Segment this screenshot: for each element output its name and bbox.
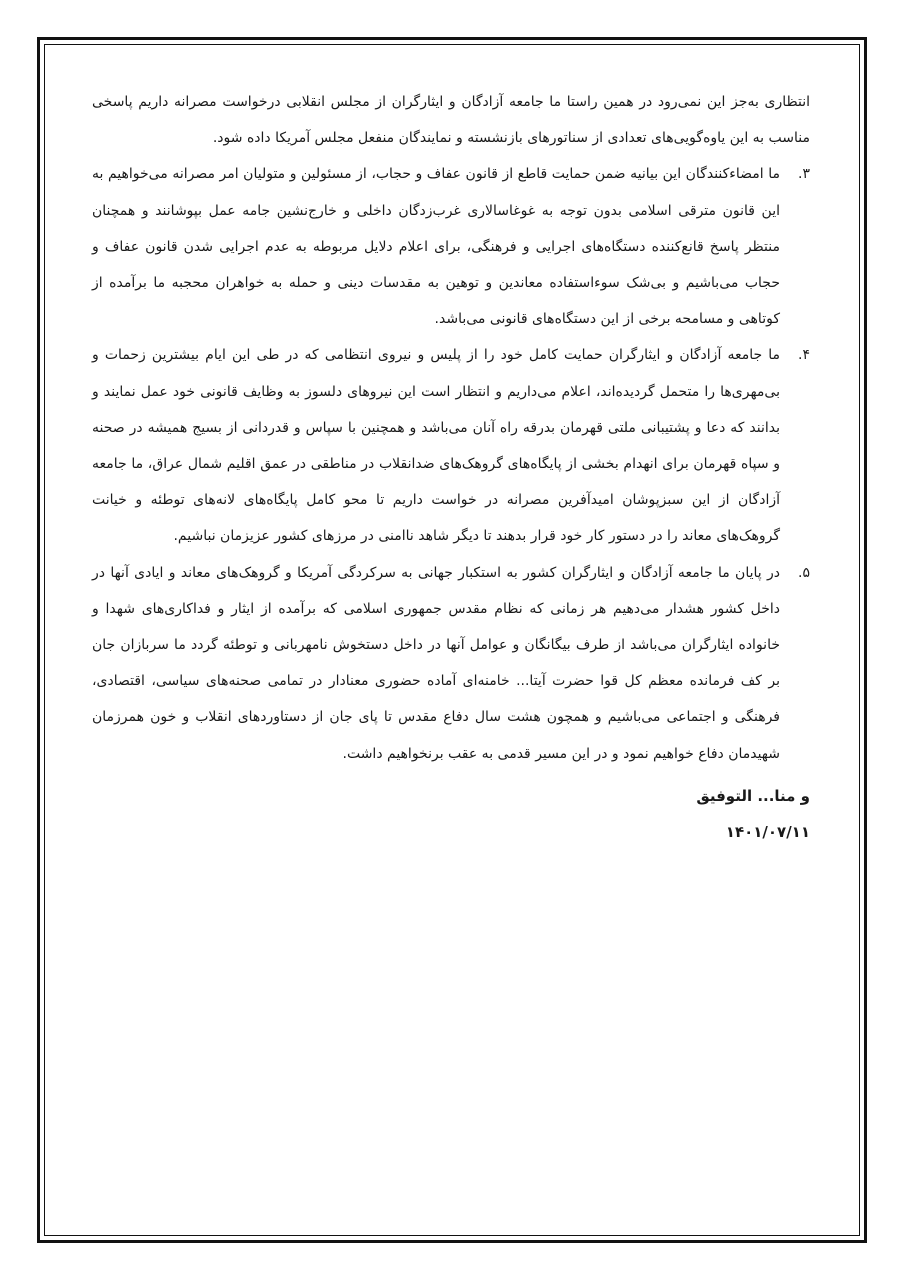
closing-phrase: و منا... التوفیق (696, 786, 810, 805)
item-number: ۳. (798, 166, 810, 183)
item-text: ما امضاءکنندگان این بیانیه ضمن حمایت قاطع از قانون عفاف و حجاب، از مسئولین و متولیان امر مصرانه می‌خواهیم به این قانون مترقی اسلامی بدون توجه به غوغاسالاری غرب‌زدگان داخلی و خارج‌نشین جامه عمل بپوشانند و همچنان منتظر پاسخ قانع‌کننده دستگاه‌های اجرایی و فرهنگی، برای اعلام دلایل مربوطه به عدم اجرایی شدن قانون عفاف و حجاب می‌باشیم و بی‌شک سوءاستفاده معاندین و توهین به مقدسات دینی و حمله به خواهران محجبه ما برآمده از کوتاهی و مسامحه برخی از این دستگاه‌های قانونی می‌باشد. (92, 166, 780, 328)
item-number: ۵. (798, 564, 810, 581)
list-item-4 (92, 337, 810, 554)
intro-paragraph: انتظاری به‌جز این نمی‌رود در همین راستا ما جامعه آزادگان و ایثارگران از مجلس انقلابی درخواست مصرانه داریم پاسخی مناسب به این یاوه‌گویی‌های تعدادی از سناتورهای بازنشسته و نمایندگان منفعل مجلس آمریکا داده شود. (92, 94, 810, 147)
document-date: ۱۴۰۱/۰۷/۱۱ (725, 822, 810, 841)
document-body (92, 84, 810, 850)
list-item-5 (92, 555, 810, 772)
item-number: ۴. (798, 347, 810, 364)
item-text: در پایان ما جامعه آزادگان و ایثارگران کشور به استکبار جهانی به سرکردگی آمریکا و گروهک‌های معاند و ایادی آنها در داخل کشور هشدار می‌دهیم هر زمانی که نظام مقدس جمهوری اسلامی که برآمده از ایثار و فداکاری‌های شهدا و خانواده ایثارگران می‌باشد از طرف بیگانگان و عوامل آنها در داخل دستخوش نامهربانی و توطئه گردد ما سربازان جان بر کف فرمانده معظم کل قوا حضرت آیتا... خامنه‌ای آماده حضوری معنادار در تمامی صحنه‌های سیاسی، اقتصادی، فرهنگی و اجتماعی می‌باشیم و همچون هشت سال دفاع مقدس تا پای جان از دستاوردهای انقلاب و خون همرزمان شهیدمان دفاع خواهیم نمود و در این مسیر قدمی به عقب برنخواهیم داشت. (92, 564, 780, 762)
list-item-3 (92, 156, 810, 337)
item-text: ما جامعه آزادگان و ایثارگران حمایت کامل خود را از پلیس و نیروی انتظامی که در طی این ایام بیشترین زحمات و بی‌مهری‌ها را متحمل گردیده‌اند، اعلام می‌داریم و انتظار است این نیروهای دلسوز به وظایف قانونی خود عمل نمایند و بدانند که دعا و پشتیبانی ملتی قهرمان بدرقه راه آنان می‌باشد و همچنین با سپاس و قدردانی از بسیج همیشه در صحنه و سپاه قهرمان برای انهدام بخشی از پایگاه‌های گروهک‌های ضدانقلاب در مناطقی در عمق اقلیم شمال عراق، ما جامعه آزادگان از این سبزپوشان امیدآفرین مصرانه در خواست داریم تا محو کامل پایگاه‌های لانه‌های توطئه و خیانت گروهک‌های معاند را در دستور کار خود قرار بدهند تا دیگر شاهد ناامنی در مرزهای کشور عزیزمان نباشیم. (92, 347, 780, 545)
